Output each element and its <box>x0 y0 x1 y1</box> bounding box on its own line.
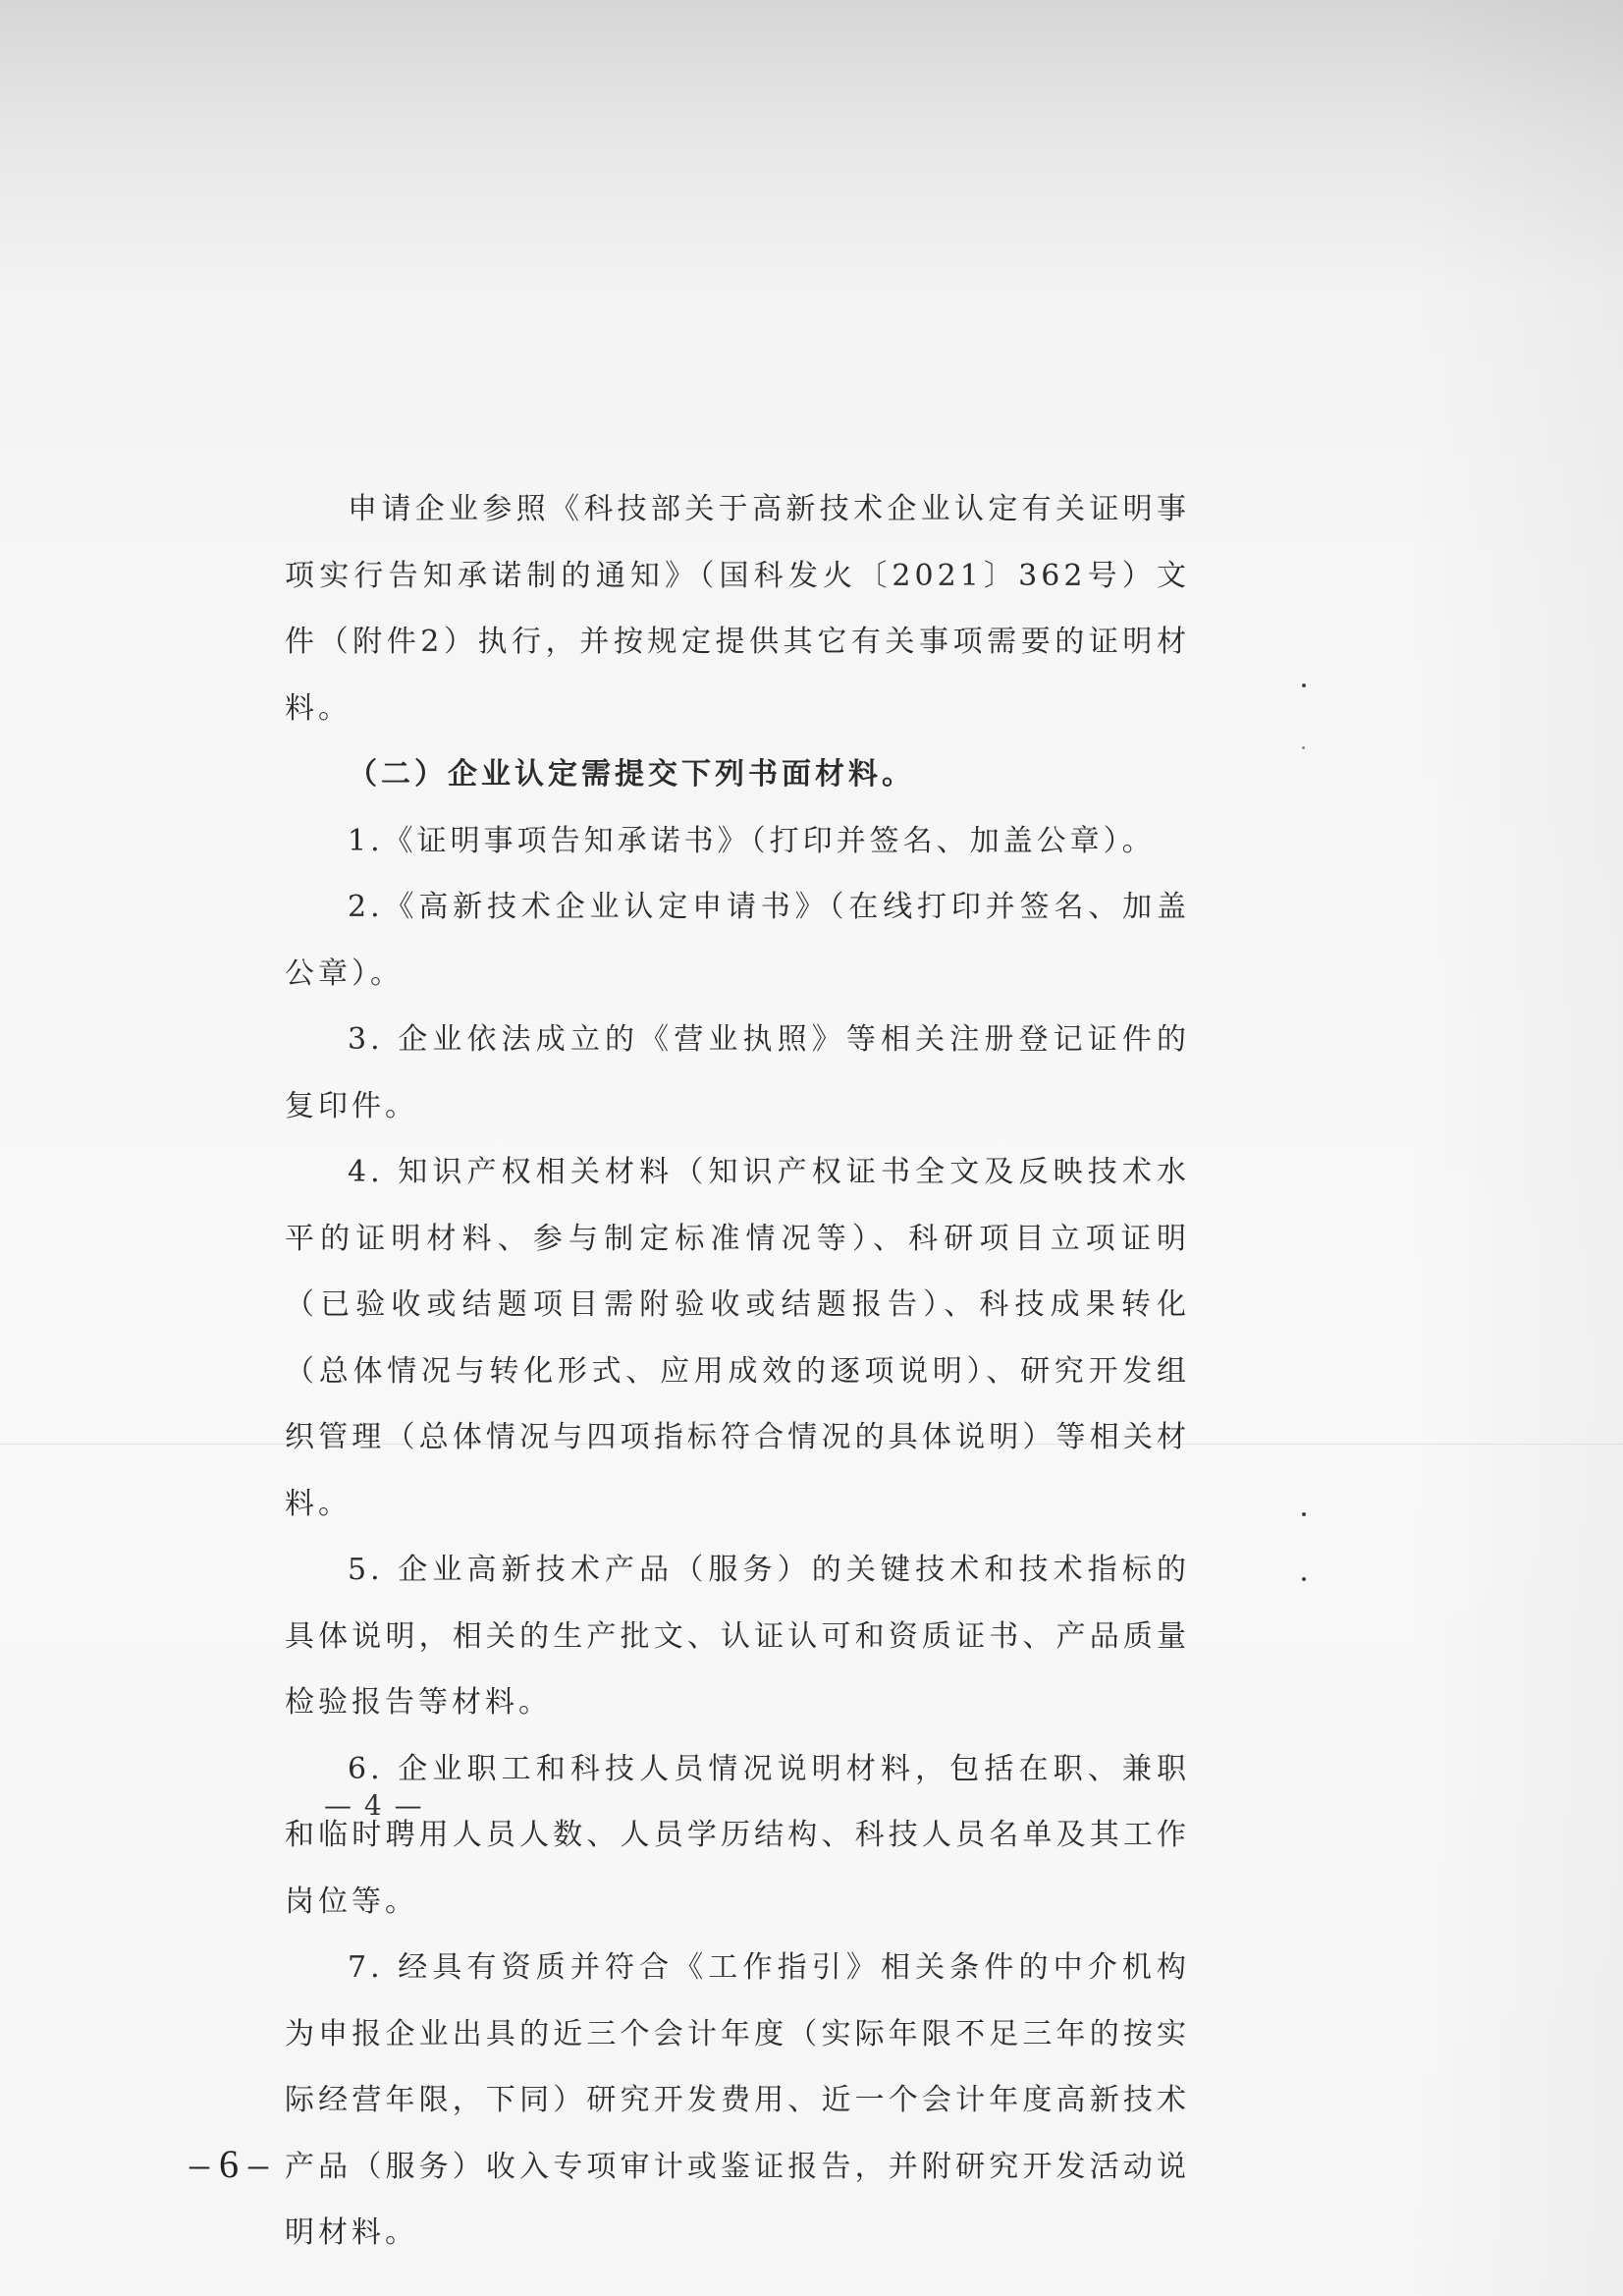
list-item-4: 4. 知识产权相关材料（知识产权证书全文及反映技术水平的证明材料、参与制定标准情况等）、科研项目立项证明（已验收或结题项目需附验收或结题报告）、科技成果转化（总体情况与转化形式、应用成效的逐项说明）、研究开发组织管理（总体情况与四项指标符合情况的具体说明）等相关材料。 <box>285 1155 1190 1521</box>
scan-speck <box>1302 1577 1306 1581</box>
paragraph-intro: 申请企业参照《科技部关于高新技术企业认定有关证明事项实行告知承诺制的通知》（国科发火〔2021〕362号）文件（附件2）执行，并按规定提供其它有关事项需要的证明材料。 <box>285 492 1190 726</box>
outer-page-number: – 6 – <box>189 2142 268 2186</box>
list-item-5: 5. 企业高新技术产品（服务）的关键技术和技术指标的具体说明，相关的生产批文、认证认可和资质证书、产品质量检验报告等材料。 <box>285 1553 1190 1720</box>
scan-shading <box>1407 0 1623 2296</box>
scan-speck <box>1302 1512 1306 1516</box>
document-body <box>285 476 1190 2267</box>
scan-speck <box>1302 746 1305 749</box>
inner-page-number: — 4 — <box>324 1789 424 1822</box>
list-item-7: 7. 经具有资质并符合《工作指引》相关条件的中介机构为申报企业出具的近三个会计年度（实际年限不足三年的按实际经营年限，下同）研究开发费用、近一个会计年度高新技术产品（服务）收入专项审计或鉴证报告，并附研究开发活动说明材料。 <box>285 1950 1190 2250</box>
section-heading-2: （二）企业认定需提交下列书面材料。 <box>348 757 915 792</box>
scan-speck <box>1302 683 1306 687</box>
list-item-1: 1.《证明事项告知承诺书》（打印并签名、加盖公章）。 <box>348 823 1156 858</box>
list-item-2: 2.《高新技术企业认定申请书》（在线打印并签名、加盖公章）。 <box>285 890 1190 991</box>
list-item-3: 3. 企业依法成立的《营业执照》等相关注册登记证件的复印件。 <box>285 1022 1190 1123</box>
list-item-6: 6. 企业职工和科技人员情况说明材料，包括在职、兼职和临时聘用人员人数、人员学历结构、科技人员名单及其工作岗位等。 <box>285 1751 1190 1919</box>
